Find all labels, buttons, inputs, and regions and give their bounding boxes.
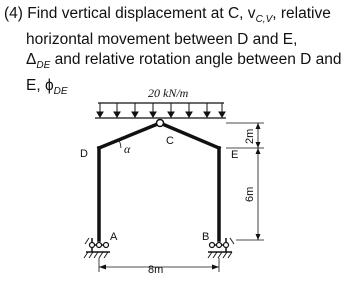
problem-text-2: horizontal movement between D and E, <box>26 31 298 49</box>
node-c-label: C <box>166 135 174 147</box>
delta-subscript: DE <box>36 60 51 72</box>
support-b <box>208 238 234 258</box>
problem-text-1-end: , relative <box>272 5 331 22</box>
hinge-c <box>157 120 164 127</box>
problem-text-3: and relative rotation angle between D and <box>50 51 342 69</box>
phi-symbol: ϕ <box>44 77 54 95</box>
node-e-label: E <box>231 149 239 161</box>
node-a-label: A <box>110 231 118 243</box>
problem-text-1: Find vertical displacement at C, v <box>27 5 256 22</box>
node-b-label: B <box>202 231 210 243</box>
vcv-subscript: C,V <box>255 14 273 26</box>
span-dimension-label: 8m <box>148 264 164 276</box>
support-a <box>84 238 110 258</box>
height-dimension-label: 6m <box>244 186 256 202</box>
load-label: 20 kN/m <box>148 86 189 100</box>
delta-symbol: Δ <box>26 51 37 69</box>
problem-text-4: E, <box>26 77 45 95</box>
problem-number: (4) <box>4 5 23 22</box>
node-d-label: D <box>80 148 88 160</box>
load-arrows <box>97 103 225 117</box>
phi-subscript: DE <box>53 86 68 98</box>
angle-alpha: α <box>124 142 131 156</box>
rise-dimension-label: 2m <box>244 128 256 144</box>
frame-members <box>99 123 219 240</box>
